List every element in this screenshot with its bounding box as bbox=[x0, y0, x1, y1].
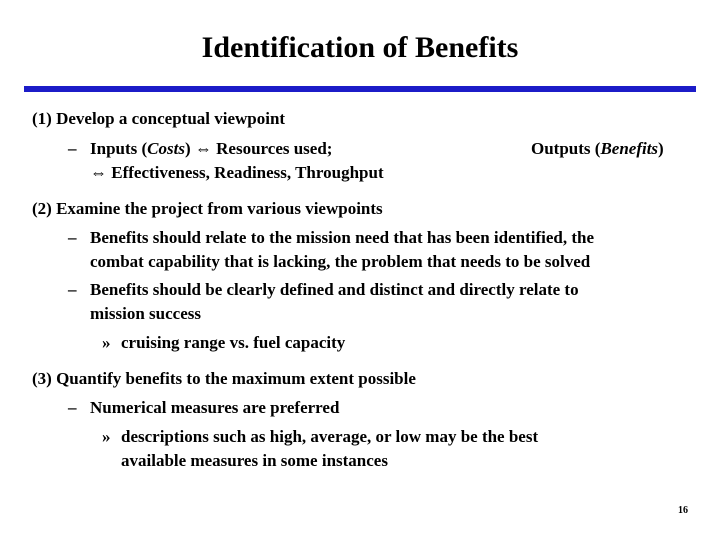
section-2-bullet-1-line-1: Benefits should relate to the mission need that has been identified, the bbox=[90, 228, 595, 247]
section-2-sub-marker: » bbox=[102, 333, 111, 352]
inputs-rest: Resources used; bbox=[216, 139, 333, 158]
section-3-bullet-dash: – bbox=[68, 398, 77, 417]
section-2-sub-text: cruising range vs. fuel capacity bbox=[121, 333, 346, 352]
inputs-label: Inputs ( bbox=[90, 139, 148, 158]
slide-title: Identification of Benefits bbox=[201, 31, 519, 64]
outputs-line bbox=[90, 162, 384, 184]
outputs-benefits-italic: Benefits bbox=[600, 139, 659, 158]
section-1-heading: (1) Develop a conceptual viewpoint bbox=[32, 109, 286, 128]
section-3-sub-line-2: available measures in some instances bbox=[121, 451, 388, 470]
section-3-bullet-line-1: Numerical measures are preferred bbox=[90, 398, 340, 417]
double-arrow-icon: ⇔ bbox=[90, 163, 107, 182]
outputs-label-line bbox=[531, 138, 664, 160]
page-number: 16 bbox=[678, 505, 688, 516]
section-2-bullet-1-dash: – bbox=[68, 228, 77, 247]
section-3-heading: (3) Quantify benefits to the maximum extent possible bbox=[32, 369, 416, 388]
section-2-bullet-2-dash: – bbox=[68, 280, 77, 299]
section-2-bullet-2-line-2: mission success bbox=[90, 304, 201, 323]
section-3-sub-line-1: descriptions such as high, average, or low may be the best bbox=[121, 427, 539, 446]
title-divider bbox=[24, 86, 696, 92]
section-2-heading: (2) Examine the project from various viewpoints bbox=[32, 199, 383, 218]
outputs-rest: Effectiveness, Readiness, Throughput bbox=[111, 163, 384, 182]
double-arrow-icon: ⇔ bbox=[194, 139, 212, 158]
section-2-bullet-1-line-2: combat capability that is lacking, the problem that needs to be solved bbox=[90, 252, 591, 271]
outputs-label: Outputs ( bbox=[531, 139, 601, 158]
section-3-sub-marker: » bbox=[102, 427, 111, 446]
inputs-costs-italic: Costs bbox=[147, 139, 185, 158]
section-2-bullet-2-line-1: Benefits should be clearly defined and distinct and directly relate to bbox=[90, 280, 579, 299]
inputs-line bbox=[90, 138, 332, 160]
outputs-close: ) bbox=[658, 139, 664, 158]
inputs-close: ) bbox=[184, 139, 191, 158]
section-1-bullet-dash: – bbox=[68, 139, 77, 158]
